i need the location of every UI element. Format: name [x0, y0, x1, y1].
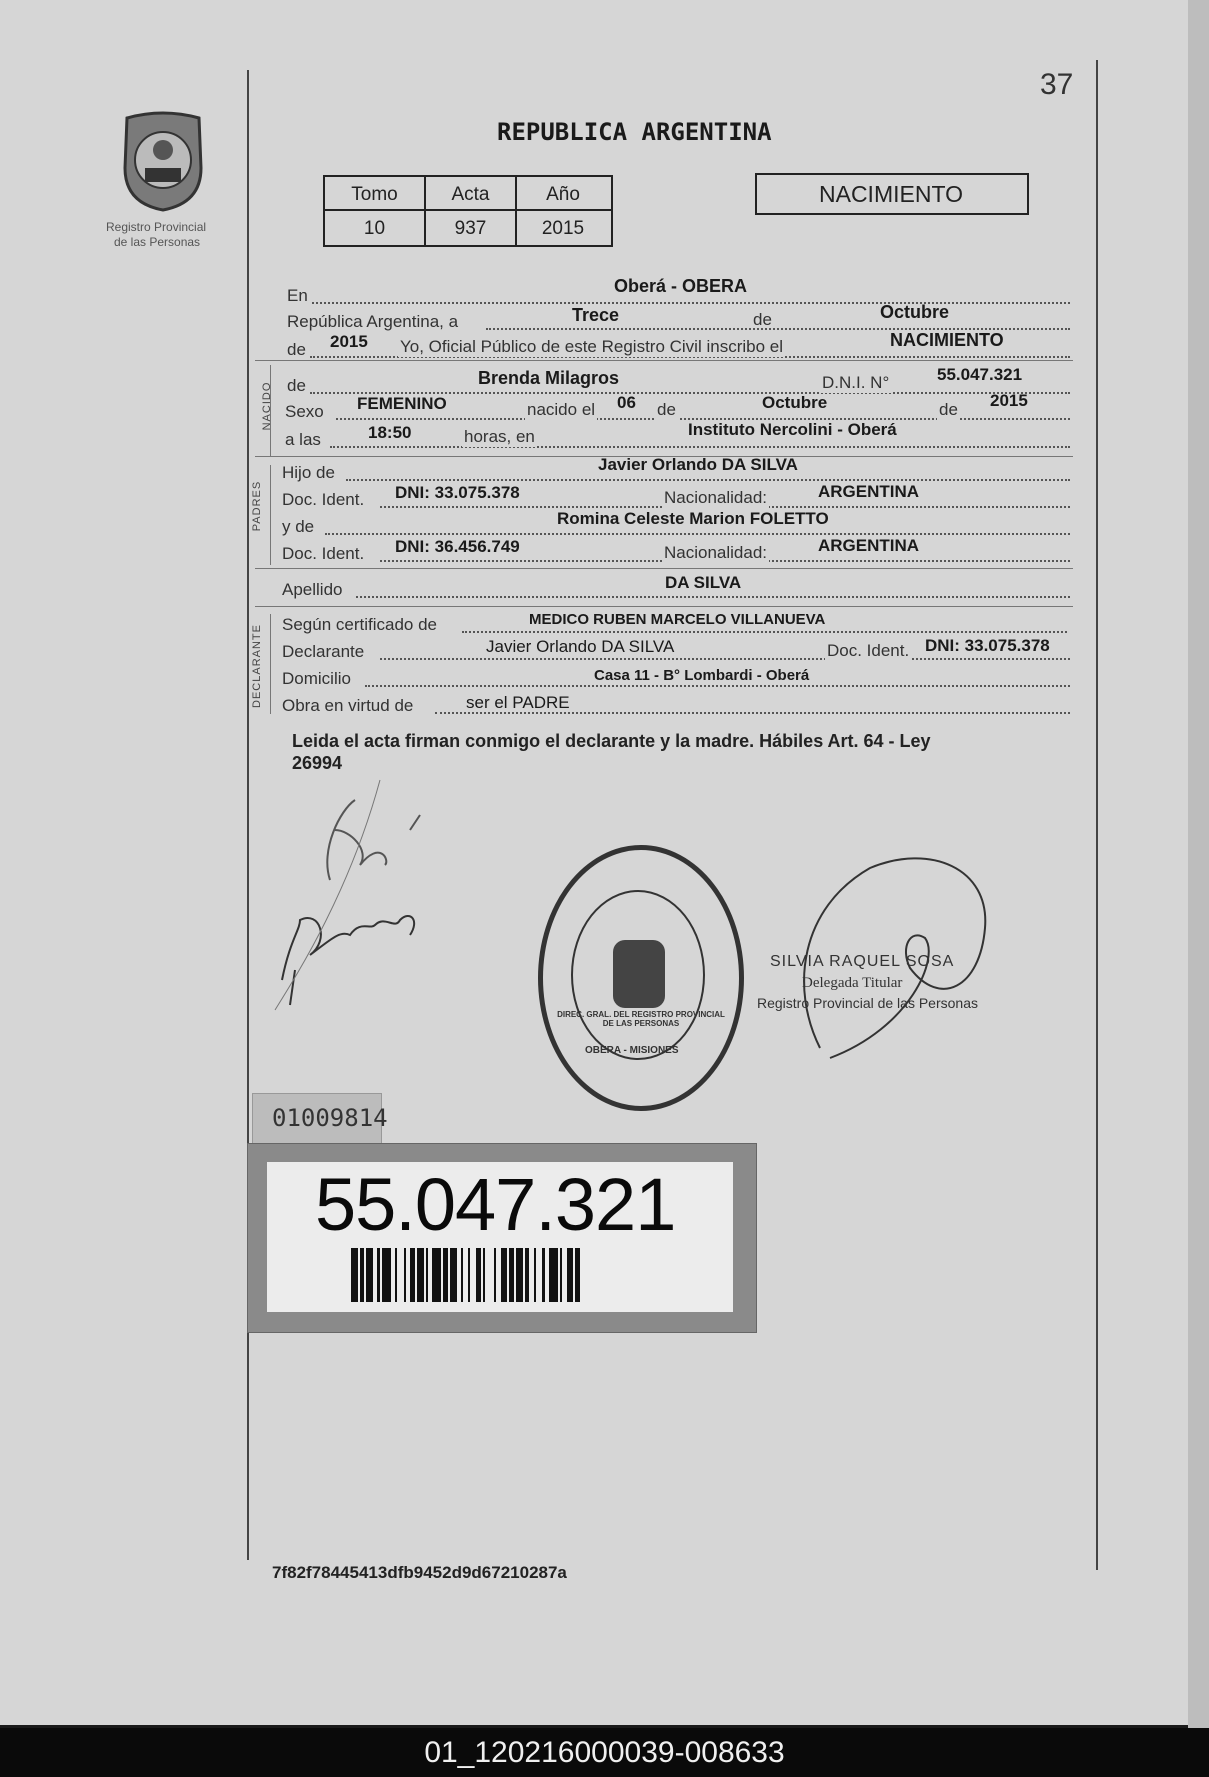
section-bar — [270, 465, 271, 565]
mother-nac: ARGENTINA — [818, 536, 920, 555]
birth-place: Instituto Nercolini - Oberá — [688, 420, 897, 439]
barcode-bar — [483, 1248, 485, 1302]
emblem-caption-2: de las Personas — [114, 235, 201, 249]
father-name: Javier Orlando DA SILVA — [598, 455, 798, 474]
closing-text-line2: 26994 — [292, 753, 343, 773]
day-value: Trece — [572, 305, 620, 325]
de2-label: de — [939, 400, 958, 419]
barcode-bar — [476, 1248, 480, 1302]
official-name: SILVIA RAQUEL SOSA — [770, 953, 955, 970]
cert-label: Según certificado de — [282, 615, 437, 634]
right-margin-line — [1096, 60, 1098, 1570]
barcode-bars — [351, 1248, 651, 1302]
obra-label: Obra en virtud de — [282, 696, 414, 715]
barcode-number: 55.047.321 — [315, 1163, 676, 1246]
barcode-sticker — [247, 1143, 757, 1333]
birth-year: 2015 — [990, 391, 1028, 410]
barcode-bar — [560, 1248, 562, 1302]
cert-value: MEDICO RUBEN MARCELO VILLANUEVA — [529, 611, 826, 628]
emblem-caption-1: Registro Provincial — [106, 220, 207, 234]
table-value-tomo: 10 — [363, 218, 386, 239]
barcode-bar — [395, 1248, 397, 1302]
inscribo-value: NACIMIENTO — [890, 330, 1004, 350]
seal-inner-ring — [571, 890, 705, 1060]
de1-label: de — [657, 400, 676, 419]
mother-doc: DNI: 36.456.749 — [395, 537, 520, 556]
barcode-label — [267, 1162, 733, 1312]
dotted-line — [356, 596, 1070, 598]
dotted-line — [380, 658, 1070, 660]
child-dni: 55.047.321 — [937, 365, 1023, 384]
barcode-bar — [443, 1248, 447, 1302]
apellido-label: Apellido — [282, 580, 343, 599]
month-value: Octubre — [880, 302, 950, 322]
father-doc: DNI: 33.075.378 — [395, 483, 520, 502]
father-doc-label: Doc. Ident. — [282, 490, 365, 509]
barcode-bar — [351, 1248, 358, 1302]
closing-text-line1: Leida el acta firman conmigo el declarante y la madre. Hábiles Art. 64 - Ley — [292, 731, 931, 751]
barcode-bar — [461, 1248, 463, 1302]
barcode-bar — [534, 1248, 536, 1302]
de-label: de — [753, 310, 772, 329]
mother-name: Romina Celeste Marion FOLETTO — [557, 509, 829, 528]
barcode-bar — [382, 1248, 391, 1302]
section-rule — [255, 606, 1073, 607]
section-bar — [270, 614, 271, 714]
declarante-value: Javier Orlando DA SILVA — [486, 637, 675, 656]
barcode-bar — [366, 1248, 373, 1302]
father-nac: ARGENTINA — [818, 482, 920, 501]
seal-text: DIREC. GRAL. DEL REGISTRO PROVINCIAL DE LAS PERSONAS — [557, 1010, 725, 1028]
child-name: Brenda Milagros — [478, 368, 620, 388]
table-header-acta: Acta — [451, 184, 490, 205]
table-divider — [323, 209, 611, 211]
official-signature — [790, 848, 1000, 1078]
barcode-bar — [542, 1248, 544, 1302]
year-value: 2015 — [330, 332, 368, 351]
sexo-value: FEMENINO — [357, 394, 447, 413]
declarante-label: Declarante — [282, 642, 365, 661]
barcode-bar — [516, 1248, 523, 1302]
page-edge — [1188, 0, 1209, 1730]
en-label: En — [287, 286, 308, 305]
mother-nac-label: Nacionalidad: — [664, 543, 768, 562]
domicilio-value: Casa 11 - B° Lombardi - Oberá — [594, 667, 810, 684]
barcode-bar — [494, 1248, 496, 1302]
en-value: Oberá - OBERA — [614, 276, 748, 296]
oficial-text: Yo, Oficial Público de este Registro Civil inscribo el — [400, 337, 783, 356]
document-hash: 7f82f78445413dfb9452d9d67210287a — [272, 1563, 567, 1582]
document-title: REPUBLICA ARGENTINA — [497, 118, 772, 146]
dni-label: D.N.I. N° — [822, 373, 890, 392]
official-org: Registro Provincial de las Personas — [757, 995, 978, 1011]
page-number: 37 — [1040, 68, 1074, 101]
section-rule — [255, 360, 1073, 361]
record-type: NACIMIENTO — [819, 181, 963, 207]
barcode-bar — [426, 1248, 428, 1302]
official-title: Delegada Titular — [802, 975, 903, 991]
birth-hour: 18:50 — [368, 423, 412, 442]
province-emblem — [117, 108, 209, 212]
barcode-bar — [410, 1248, 414, 1302]
declarant-signature — [260, 770, 480, 1030]
barcode-bar — [432, 1248, 441, 1302]
apellido-value: DA SILVA — [665, 573, 742, 592]
table-header-tomo: Tomo — [351, 184, 398, 205]
de-year-label: de — [287, 340, 306, 359]
dotted-line — [346, 479, 1070, 481]
nacido-de-label: de — [287, 376, 306, 395]
footer-id: 01_120216000039-008633 — [0, 1728, 1209, 1777]
obra-value: ser el PADRE — [466, 693, 570, 712]
barcode-bar — [501, 1248, 508, 1302]
table-value-ano: 2015 — [541, 218, 585, 239]
a-las-label: a las — [285, 430, 321, 449]
seal-subtext: OBERA - MISIONES — [585, 1045, 679, 1056]
birth-month: Octubre — [762, 393, 828, 412]
dotted-line — [312, 302, 1070, 304]
dotted-line — [462, 631, 1067, 633]
barcode-bar — [549, 1248, 558, 1302]
barcode-bar — [377, 1248, 379, 1302]
birth-day: 06 — [617, 393, 636, 412]
table-value-acta: 937 — [454, 218, 487, 239]
barcode-bar — [450, 1248, 457, 1302]
seal-emblem — [613, 940, 665, 1008]
dotted-line — [330, 446, 1070, 448]
mother-doc-label: Doc. Ident. — [282, 544, 365, 563]
left-margin-line — [247, 70, 249, 1560]
horas-en-label: horas, en — [464, 427, 535, 446]
declarante-doc: DNI: 33.075.378 — [925, 636, 1050, 655]
republica-label: República Argentina, a — [287, 312, 459, 331]
barcode-bar — [404, 1248, 406, 1302]
barcode-bar — [509, 1248, 513, 1302]
barcode-bar — [575, 1248, 579, 1302]
nacido-el-label: nacido el — [527, 400, 596, 419]
dotted-line — [325, 533, 1070, 535]
official-seal — [538, 845, 744, 1111]
declarante-doc-label: Doc. Ident. — [827, 641, 910, 660]
padres-side-label: PADRES — [251, 480, 263, 532]
table-header-ano: Año — [546, 184, 580, 205]
serial-number: 01009814 — [272, 1104, 388, 1132]
barcode-bar — [468, 1248, 470, 1302]
barcode-bar — [417, 1248, 424, 1302]
barcode-bar — [360, 1248, 364, 1302]
father-nac-label: Nacionalidad: — [664, 488, 768, 507]
hijo-de-label: Hijo de — [282, 463, 335, 482]
section-rule — [255, 568, 1073, 569]
nacido-side-label: NACIDO — [261, 381, 273, 431]
declarante-side-label: DECLARANTE — [251, 624, 263, 708]
barcode-bar — [567, 1248, 574, 1302]
y-de-label: y de — [282, 517, 315, 536]
sexo-label: Sexo — [285, 402, 324, 421]
barcode-bar — [525, 1248, 529, 1302]
dotted-line — [365, 685, 1070, 687]
domicilio-label: Domicilio — [282, 669, 351, 688]
